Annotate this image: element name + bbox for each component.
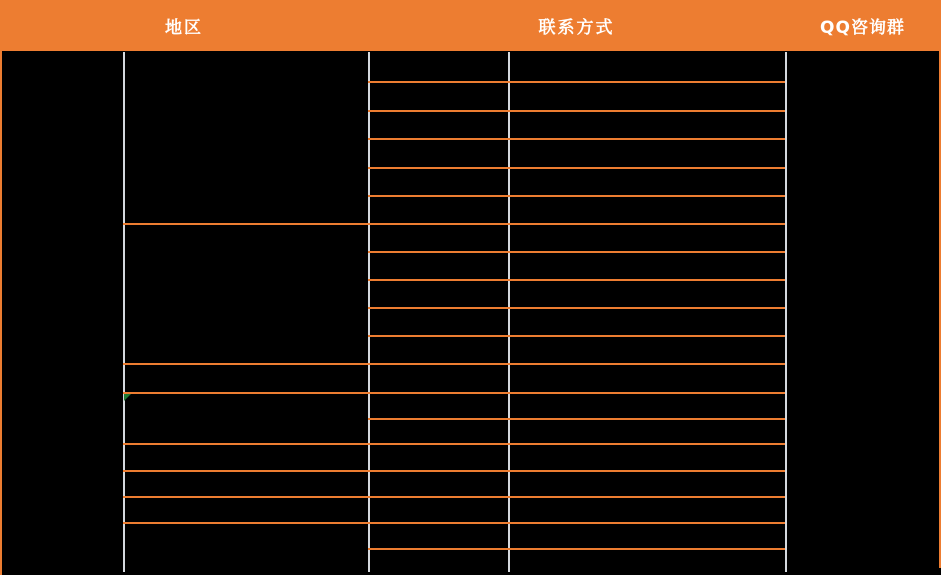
grid-line-horizontal (123, 496, 785, 498)
grid-line-horizontal (368, 307, 785, 309)
grid-line-horizontal (368, 279, 785, 281)
cell-error-indicator-icon (124, 394, 131, 401)
grid-line-horizontal (368, 110, 785, 112)
grid-line-horizontal (368, 548, 785, 550)
grid-line-vertical (508, 52, 510, 572)
header-cell-qq-group: QQ咨询群 (820, 18, 905, 38)
grid-line-horizontal (368, 335, 785, 337)
grid-line-vertical (368, 52, 370, 572)
grid-line-horizontal (368, 195, 785, 197)
grid-line-horizontal (368, 251, 785, 253)
grid-line-vertical (123, 52, 125, 572)
grid-line-horizontal (123, 223, 785, 225)
grid-line-horizontal (123, 392, 785, 394)
grid-line-horizontal (123, 443, 785, 445)
header-cell-region: 地区 (165, 18, 203, 38)
table-border-left (0, 0, 2, 575)
table-header-row (0, 0, 941, 51)
header-cell-contact: 联系方式 (538, 18, 615, 38)
grid-line-horizontal (368, 81, 785, 83)
grid-line-horizontal (123, 522, 785, 524)
grid-line-horizontal (368, 167, 785, 169)
grid-line-vertical (785, 52, 787, 572)
grid-line-horizontal (368, 138, 785, 140)
grid-line-horizontal (368, 418, 785, 420)
grid-line-horizontal (123, 470, 785, 472)
grid-line-horizontal (123, 363, 785, 365)
